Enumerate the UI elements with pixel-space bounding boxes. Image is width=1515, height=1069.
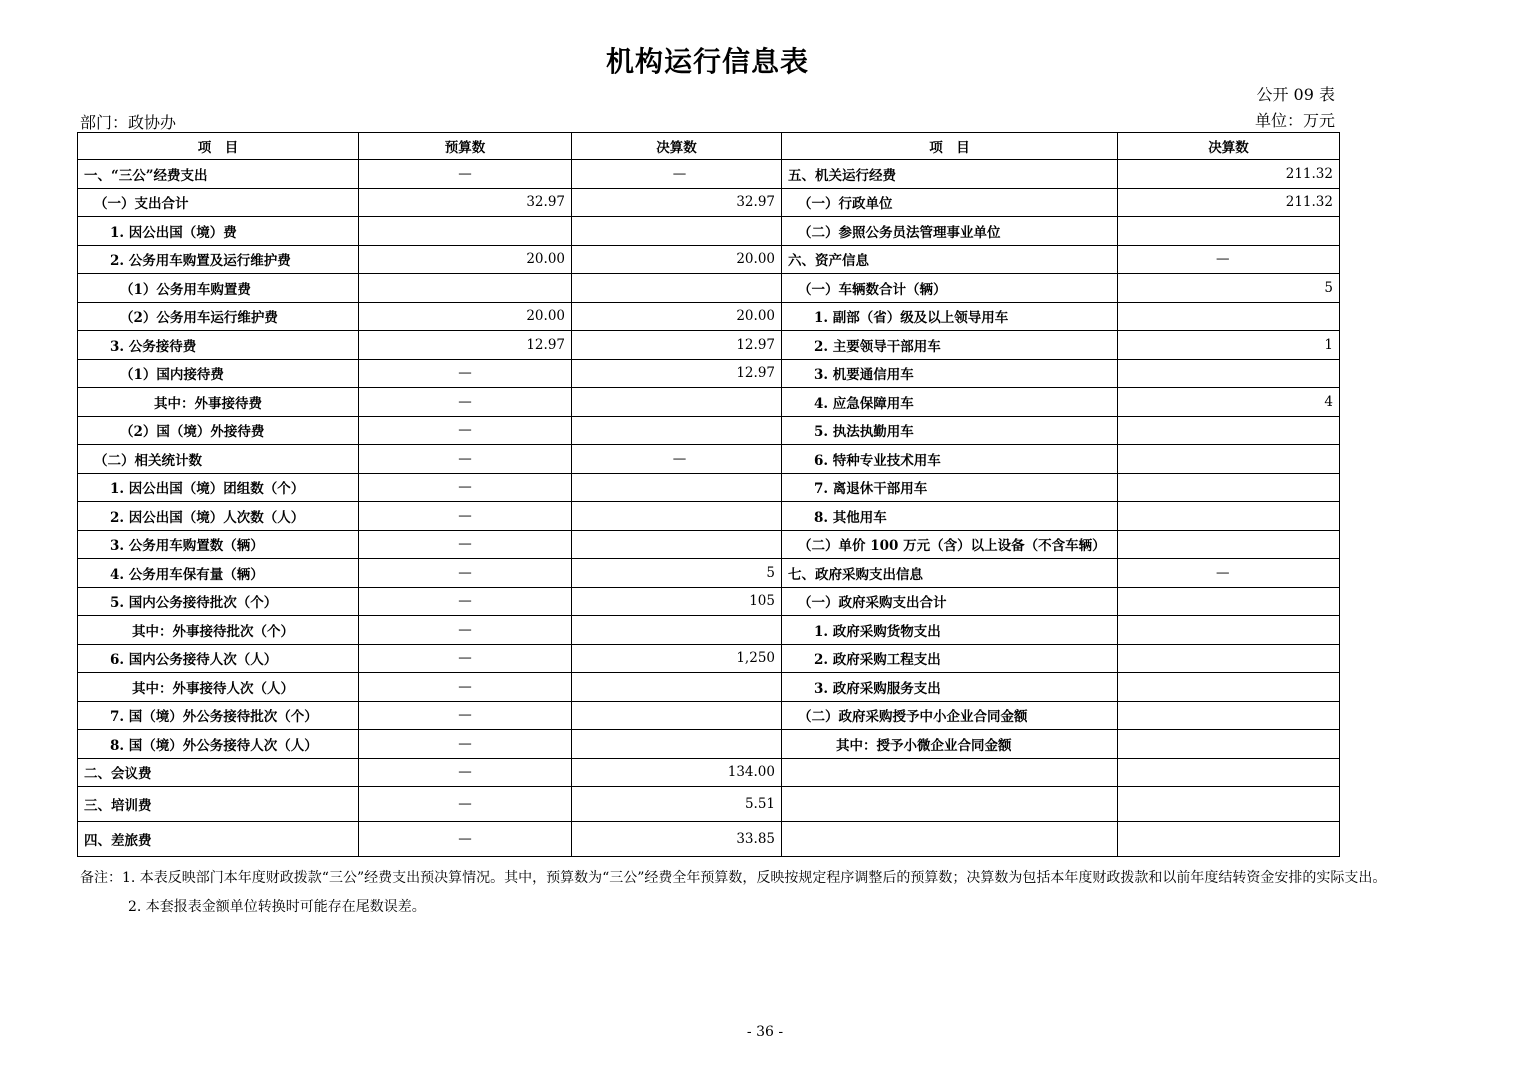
right-item-label: 6. 特种专业技术用车	[782, 445, 1118, 474]
table-row	[78, 388, 1340, 417]
final-value: 134.00	[572, 758, 782, 787]
right-item-label: 5. 执法执勤用车	[782, 416, 1118, 445]
department-label: 部门：政协办	[80, 113, 177, 132]
right-final-value: 4	[1118, 388, 1340, 417]
left-item-label: 4. 公务用车保有量（辆）	[78, 559, 359, 588]
budget-value: —	[359, 416, 572, 445]
budget-value: —	[359, 644, 572, 673]
final-value: —	[572, 445, 782, 474]
right-item-label	[782, 787, 1118, 822]
right-item-label: （一）行政单位	[782, 188, 1118, 217]
table-row	[78, 787, 1340, 822]
right-item-label: （二）参照公务员法管理事业单位	[782, 217, 1118, 246]
table-row	[78, 644, 1340, 673]
right-item-label: 8. 其他用车	[782, 502, 1118, 531]
left-item-label: 8. 国（境）外公务接待人次（人）	[78, 730, 359, 759]
table-row	[78, 274, 1340, 303]
table-row	[78, 160, 1340, 189]
left-item-label: （2）国（境）外接待费	[78, 416, 359, 445]
table-row	[78, 502, 1340, 531]
table-row	[78, 302, 1340, 331]
page-number: - 36 -	[746, 1024, 784, 1040]
final-value	[572, 673, 782, 702]
right-final-value	[1118, 473, 1340, 502]
right-item-label: 五、机关运行经费	[782, 160, 1118, 189]
table-row	[78, 822, 1340, 857]
right-final-value: 211.32	[1118, 160, 1340, 189]
table-body	[78, 160, 1340, 857]
left-item-label: 3. 公务用车购置数（辆）	[78, 530, 359, 559]
budget-value: 20.00	[359, 245, 572, 274]
final-value: —	[572, 160, 782, 189]
final-value: 1,250	[572, 644, 782, 673]
left-item-label: （2）公务用车运行维护费	[78, 302, 359, 331]
right-item-label: （二）单价 100 万元（含）以上设备（不含车辆）	[782, 530, 1118, 559]
final-value	[572, 701, 782, 730]
final-value: 33.85	[572, 822, 782, 857]
left-item-label: 1. 因公出国（境）费	[78, 217, 359, 246]
right-final-value	[1118, 302, 1340, 331]
budget-value	[359, 217, 572, 246]
final-value	[572, 274, 782, 303]
table-row	[78, 758, 1340, 787]
table-row	[78, 331, 1340, 360]
right-final-value: —	[1118, 559, 1340, 588]
table-row	[78, 188, 1340, 217]
left-item-label: 四、差旅费	[78, 822, 359, 857]
right-item-label: 3. 机要通信用车	[782, 359, 1118, 388]
budget-value: —	[359, 445, 572, 474]
budget-value: 12.97	[359, 331, 572, 360]
header-final-right: 决算数	[1118, 133, 1340, 160]
table-row	[78, 559, 1340, 588]
final-value	[572, 502, 782, 531]
note-2: 2. 本套报表金额单位转换时可能存在尾数误差。	[128, 899, 426, 915]
note-1: 备注：1. 本表反映部门本年度财政拨款“三公”经费支出预决算情况。其中，预算数为“三公”经费全年预算数，反映按规定程序调整后的预算数；决算数为包括本年度财政拨款和以前年度结转资金安排的实际支出。	[80, 870, 1387, 886]
left-item-label: （二）相关统计数	[78, 445, 359, 474]
left-item-label: 2. 公务用车购置及运行维护费	[78, 245, 359, 274]
final-value: 5	[572, 559, 782, 588]
final-value	[572, 217, 782, 246]
right-item-label: （二）政府采购授予中小企业合同金额	[782, 701, 1118, 730]
right-item-label: 3. 政府采购服务支出	[782, 673, 1118, 702]
right-final-value: 5	[1118, 274, 1340, 303]
unit-label: 单位：万元	[1254, 111, 1335, 130]
final-value	[572, 616, 782, 645]
right-final-value	[1118, 822, 1340, 857]
left-item-label: （1）国内接待费	[78, 359, 359, 388]
table-row	[78, 530, 1340, 559]
budget-value: —	[359, 758, 572, 787]
right-final-value	[1118, 587, 1340, 616]
right-final-value	[1118, 644, 1340, 673]
budget-value: —	[359, 473, 572, 502]
final-value	[572, 416, 782, 445]
right-final-value: —	[1118, 245, 1340, 274]
final-value: 32.97	[572, 188, 782, 217]
final-value: 12.97	[572, 331, 782, 360]
left-item-label: 7. 国（境）外公务接待批次（个）	[78, 701, 359, 730]
budget-value: —	[359, 359, 572, 388]
final-value: 20.00	[572, 302, 782, 331]
budget-value: 20.00	[359, 302, 572, 331]
table-row	[78, 359, 1340, 388]
budget-value: —	[359, 822, 572, 857]
right-item-label	[782, 822, 1118, 857]
right-final-value	[1118, 416, 1340, 445]
right-final-value	[1118, 530, 1340, 559]
table-row	[78, 416, 1340, 445]
left-item-label: （1）公务用车购置费	[78, 274, 359, 303]
table-row	[78, 701, 1340, 730]
left-item-label: 6. 国内公务接待人次（人）	[78, 644, 359, 673]
right-item-label: 4. 应急保障用车	[782, 388, 1118, 417]
final-value	[572, 388, 782, 417]
right-final-value	[1118, 502, 1340, 531]
budget-value: —	[359, 530, 572, 559]
budget-value: —	[359, 559, 572, 588]
table-row	[78, 730, 1340, 759]
right-final-value: 211.32	[1118, 188, 1340, 217]
right-item-label: 2. 主要领导干部用车	[782, 331, 1118, 360]
notes	[80, 864, 1450, 922]
right-item-label: 1. 政府采购货物支出	[782, 616, 1118, 645]
table-row	[78, 473, 1340, 502]
budget-value: 32.97	[359, 188, 572, 217]
left-item-label: 一、“三公”经费支出	[78, 160, 359, 189]
budget-value: —	[359, 673, 572, 702]
right-item-label: 1. 副部（省）级及以上领导用车	[782, 302, 1118, 331]
right-final-value	[1118, 445, 1340, 474]
final-value: 5.51	[572, 787, 782, 822]
right-item-label: （一）车辆数合计（辆）	[782, 274, 1118, 303]
right-final-value	[1118, 217, 1340, 246]
right-item-label: 2. 政府采购工程支出	[782, 644, 1118, 673]
table-row	[78, 245, 1340, 274]
left-item-label: 三、培训费	[78, 787, 359, 822]
table-id: 公开 09 表	[1256, 85, 1335, 104]
right-final-value	[1118, 701, 1340, 730]
budget-value: —	[359, 587, 572, 616]
budget-value: —	[359, 730, 572, 759]
right-item-label: 六、资产信息	[782, 245, 1118, 274]
right-final-value	[1118, 758, 1340, 787]
left-item-label: 1. 因公出国（境）团组数（个）	[78, 473, 359, 502]
header-budget: 预算数	[359, 133, 572, 160]
right-final-value	[1118, 673, 1340, 702]
left-item-label: 5. 国内公务接待批次（个）	[78, 587, 359, 616]
right-item-label: 七、政府采购支出信息	[782, 559, 1118, 588]
header-final-left: 决算数	[572, 133, 782, 160]
left-item-label: （一）支出合计	[78, 188, 359, 217]
right-final-value	[1118, 730, 1340, 759]
header-item-right: 项 目	[782, 133, 1118, 160]
right-final-value	[1118, 616, 1340, 645]
left-item-label: 2. 因公出国（境）人次数（人）	[78, 502, 359, 531]
budget-value: —	[359, 787, 572, 822]
left-item-label: 其中：外事接待费	[78, 388, 359, 417]
table-row	[78, 616, 1340, 645]
left-item-label: 其中：外事接待人次（人）	[78, 673, 359, 702]
budget-value: —	[359, 701, 572, 730]
table-row	[78, 217, 1340, 246]
right-item-label: 其中：授予小微企业合同金额	[782, 730, 1118, 759]
table-row	[78, 673, 1340, 702]
final-value: 12.97	[572, 359, 782, 388]
table-row	[78, 445, 1340, 474]
final-value	[572, 530, 782, 559]
right-item-label	[782, 758, 1118, 787]
operation-info-table	[77, 132, 1340, 857]
right-final-value: 1	[1118, 331, 1340, 360]
budget-value	[359, 274, 572, 303]
budget-value: —	[359, 502, 572, 531]
final-value	[572, 730, 782, 759]
budget-value: —	[359, 616, 572, 645]
left-item-label: 二、会议费	[78, 758, 359, 787]
left-item-label: 3. 公务接待费	[78, 331, 359, 360]
right-final-value	[1118, 787, 1340, 822]
page-title: 机构运行信息表	[605, 45, 809, 78]
budget-value: —	[359, 388, 572, 417]
budget-value: —	[359, 160, 572, 189]
final-value: 105	[572, 587, 782, 616]
right-final-value	[1118, 359, 1340, 388]
final-value: 20.00	[572, 245, 782, 274]
header-item-left: 项 目	[78, 133, 359, 160]
table-header-row	[78, 133, 1340, 160]
left-item-label: 其中：外事接待批次（个）	[78, 616, 359, 645]
right-item-label: 7. 离退休干部用车	[782, 473, 1118, 502]
table-row	[78, 587, 1340, 616]
final-value	[572, 473, 782, 502]
right-item-label: （一）政府采购支出合计	[782, 587, 1118, 616]
